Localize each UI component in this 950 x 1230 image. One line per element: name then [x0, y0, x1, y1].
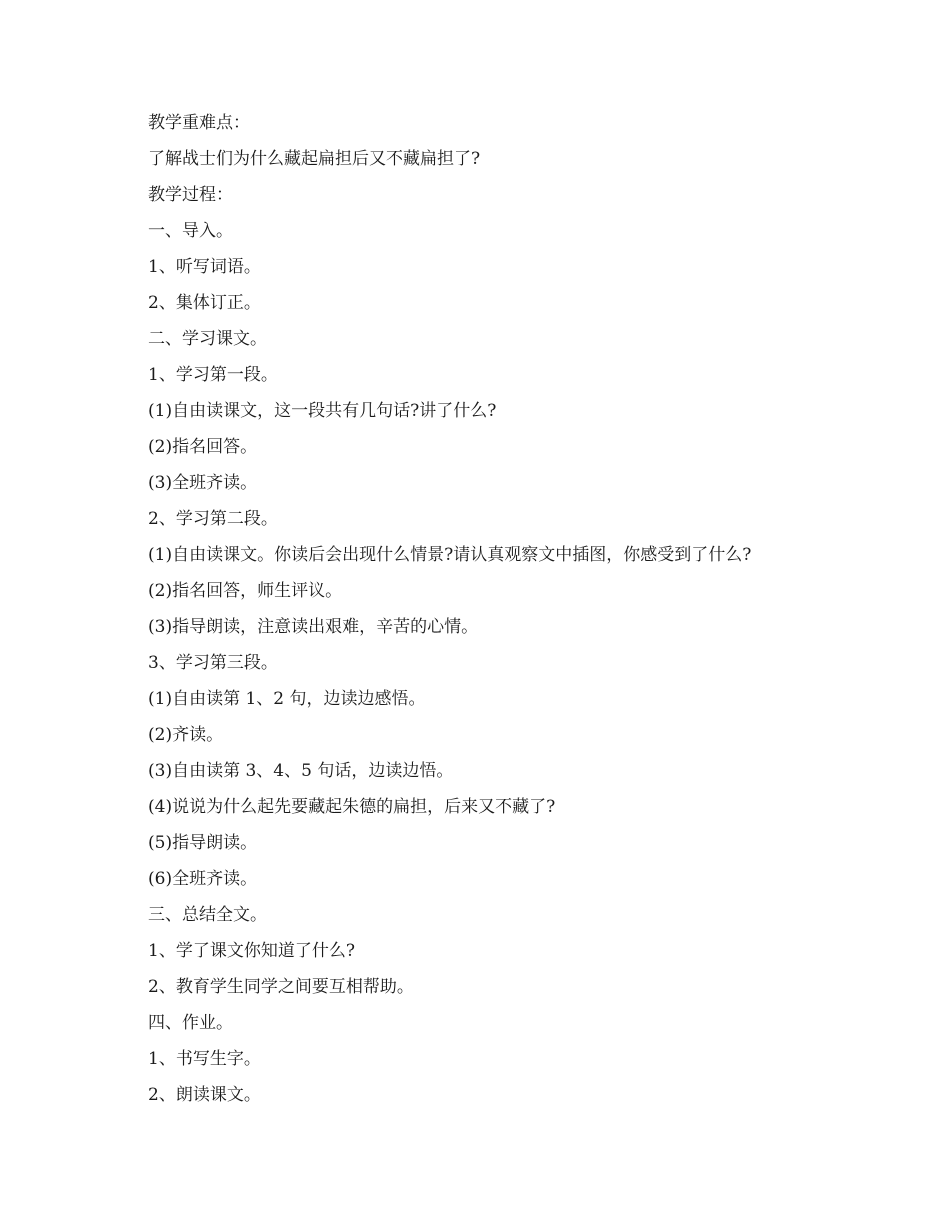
list-item: 2、集体订正。 — [148, 293, 261, 313]
list-item: 2、朗读课文。 — [148, 1085, 261, 1105]
step-heading-study: 二、学习课文。 — [148, 329, 267, 349]
list-item: 2、教育学生同学之间要互相帮助。 — [148, 977, 414, 997]
section-heading-difficulties: 教学重难点： — [148, 113, 250, 133]
list-item: (6)全班齐读。 — [148, 869, 258, 889]
list-item: (1)自由读第 1、2 句，边读边感悟。 — [148, 689, 426, 709]
section-heading-process: 教学过程： — [148, 185, 233, 205]
list-item: (1)自由读课文。你读后会出现什么情景?请认真观察文中插图，你感受到了什么? — [148, 545, 752, 565]
list-item: 1、听写词语。 — [148, 257, 261, 277]
list-item: (2)齐读。 — [148, 725, 224, 745]
step-heading-summary: 三、总结全文。 — [148, 905, 267, 925]
list-item: (3)全班齐读。 — [148, 473, 258, 493]
list-item: 1、学了课文你知道了什么? — [148, 941, 355, 961]
list-item: (2)指名回答。 — [148, 437, 258, 457]
list-item: (5)指导朗读。 — [148, 833, 258, 853]
step-heading-intro: 一、导入。 — [148, 221, 233, 241]
document-body — [148, 110, 908, 1118]
list-item: 2、学习第二段。 — [148, 509, 278, 529]
step-heading-homework: 四、作业。 — [148, 1013, 233, 1033]
list-item: (4)说说为什么起先要藏起朱德的扁担，后来又不藏了? — [148, 797, 556, 817]
list-item: 1、学习第一段。 — [148, 365, 278, 385]
paragraph-line: 了解战士们为什么藏起扁担后又不藏扁担了? — [148, 149, 481, 169]
list-item: (1)自由读课文，这一段共有几句话?讲了什么? — [148, 401, 497, 421]
list-item: (3)自由读第 3、4、5 句话，边读边悟。 — [148, 761, 454, 781]
list-item: (3)指导朗读，注意读出艰难，辛苦的心情。 — [148, 617, 479, 637]
list-item: 3、学习第三段。 — [148, 653, 278, 673]
list-item: (2)指名回答，师生评议。 — [148, 581, 343, 601]
list-item: 1、书写生字。 — [148, 1049, 261, 1069]
